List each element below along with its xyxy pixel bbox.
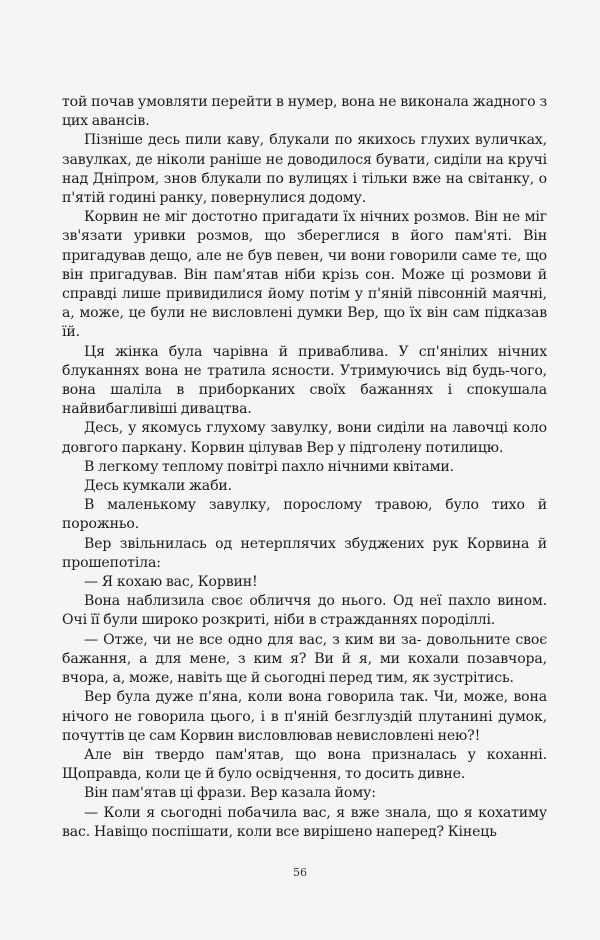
- paragraph: Вер звільнилась од нетерплячих збуджених рук Корвина й прошепотіла:: [62, 535, 547, 571]
- paragraph: В легкому теплому повітрі пахло нічними квітами.: [84, 458, 454, 475]
- paragraph: Він пам'ятав ці фрази. Вер казала йому:: [84, 785, 376, 802]
- paragraph: Вона наблизила своє обличчя до нього. Од неї пахло вином. Очі її були широко розкриті, ніби в стражданнях породіллі.: [62, 593, 547, 629]
- page-number: 56: [293, 866, 307, 879]
- paragraph: Десь кумкали жаби.: [84, 478, 232, 495]
- dialogue-line: — Я кохаю вас, Корвин!: [84, 574, 258, 591]
- dialogue-line: — Коли я сьогодні побачила вас, я вже знала, що я кохатиму вас. Навіщо поспішати, коли все вирішено наперед? Кінець: [62, 804, 547, 840]
- paragraph: той почав умовляти перейти в нумер, вона не виконала жадного з цих авансів.: [62, 94, 547, 130]
- paragraph: Але він твердо пам'ятав, що вона призналась у коханні. Щоправда, коли це й було освідчення, то досить дивне.: [62, 746, 547, 783]
- paragraph: В маленькому завулку, порослому травою, було тихо й порожньо.: [62, 497, 547, 533]
- paragraph: Пізніше десь пили каву, блукали по якихось глухих вуличках, завулках, де ніколи раніше не доводилося бувати, сиділи на кручі над Дніпром, знов блукали по вулицях і тільки вже на світанку, о п'ятій годині ранку, повернулися додому.: [62, 132, 547, 207]
- paragraph: Десь, у якомусь глухому завулку, вони сиділи на лавочці коло довгого паркану. Корвин цілував Вер у підголену потилицю.: [62, 420, 547, 456]
- page-body-text: [62, 93, 547, 842]
- dialogue-line: — Отже, чи не все одно для вас, з ким ви за- довольните своє бажання, а для мене, з ким я? Ви й я, ми кохали позавчора, вчора, а, може, навіть ще й сьогодні перед тим, як зустрітись.: [62, 631, 547, 687]
- paragraph: Вер була дуже п'яна, коли вона говорила так. Чи, може, вона нічого не говорила цього, і в п'яній безглуздій плутанині думок, почуттів це сам Корвин висловлював невисловлені нею?!: [62, 689, 547, 744]
- paragraph: Ця жінка була чарівна й приваблива. У сп'янілих нічних блуканнях вона не тратила ясности. Утримуючись від будь-чого, вона шаліла в приборканих своїх бажаннях і спокушала найвибагливіші дивацтва.: [62, 343, 547, 418]
- paragraph: Корвин не міг достотно пригадати їх нічних розмов. Він не міг зв'язати уривки розмов, що збереглися в його пам'яті. Він пригадував дещо, але не був певен, чи вони говорили саме те, що він пригадував. Він пам'ятав ніби крізь сон. Може ці розмови й справді лише привидилися йому потім у п'яній півсонній маячні, а, може, це були не висловлені думки Вер, що їх він сам підказав їй.: [62, 209, 547, 341]
